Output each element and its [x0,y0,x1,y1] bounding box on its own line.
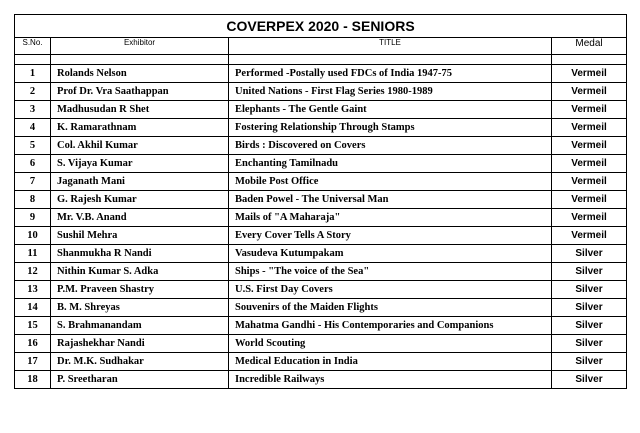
title-cell: Medical Education in India [229,353,552,371]
exhibitor-cell: P. Sreetharan [51,371,229,389]
exhibitor-cell: Jaganath Mani [51,173,229,191]
sno-cell: 2 [15,83,51,101]
sno-cell: 15 [15,317,51,335]
title-cell: Performed -Postally used FDCs of India 1947-75 [229,65,552,83]
exhibitor-cell: Rajashekhar Nandi [51,335,229,353]
table-row [15,101,627,119]
title-cell: Ships - "The voice of the Sea" [229,263,552,281]
exhibitor-cell: Dr. M.K. Sudhakar [51,353,229,371]
medal-cell: Silver [552,317,627,335]
sno-cell: 18 [15,371,51,389]
exhibitor-cell: P.M. Praveen Shastry [51,281,229,299]
title-cell: Incredible Railways [229,371,552,389]
sno-cell: 11 [15,245,51,263]
medal-header: Medal [552,38,627,55]
title-cell: World Scouting [229,335,552,353]
table-row [15,119,627,137]
title-cell: Elephants - The Gentle Gaint [229,101,552,119]
exhibitor-cell: S. Vijaya Kumar [51,155,229,173]
table-body [15,55,627,389]
medal-cell: Vermeil [552,173,627,191]
title-cell: Enchanting Tamilnadu [229,155,552,173]
spacer-row [15,55,627,65]
table-row [15,173,627,191]
sno-cell: 3 [15,101,51,119]
exhibitor-cell: S. Brahmanandam [51,317,229,335]
sno-cell: 9 [15,209,51,227]
table-row [15,299,627,317]
exhibitor-cell: B. M. Shreyas [51,299,229,317]
spacer-cell [552,55,627,65]
medal-cell: Silver [552,299,627,317]
header-row [15,38,627,55]
title-cell: Birds : Discovered on Covers [229,137,552,155]
sno-cell: 7 [15,173,51,191]
title-cell: Every Cover Tells A Story [229,227,552,245]
exhibitor-header: Exhibitor [51,38,229,55]
medal-cell: Silver [552,281,627,299]
medal-cell: Vermeil [552,137,627,155]
title-cell: Mahatma Gandhi - His Contemporaries and Companions [229,317,552,335]
sno-cell: 14 [15,299,51,317]
sno-cell: 12 [15,263,51,281]
table-row [15,245,627,263]
table-row [15,227,627,245]
title-cell: Mails of "A Maharaja" [229,209,552,227]
table-row [15,65,627,83]
medal-cell: Vermeil [552,191,627,209]
sno-cell: 1 [15,65,51,83]
table-row [15,317,627,335]
medal-cell: Silver [552,245,627,263]
exhibitor-cell: Nithin Kumar S. Adka [51,263,229,281]
table-row [15,83,627,101]
table-row [15,353,627,371]
table-row [15,155,627,173]
medal-cell: Vermeil [552,155,627,173]
title-cell: Baden Powel - The Universal Man [229,191,552,209]
medal-cell: Silver [552,353,627,371]
medal-cell: Silver [552,371,627,389]
spacer-cell [229,55,552,65]
sno-cell: 4 [15,119,51,137]
spacer-cell [51,55,229,65]
sno-cell: 10 [15,227,51,245]
title-cell: Fostering Relationship Through Stamps [229,119,552,137]
exhibitor-cell: G. Rajesh Kumar [51,191,229,209]
exhibitor-cell: K. Ramarathnam [51,119,229,137]
sno-cell: 17 [15,353,51,371]
table-row [15,209,627,227]
title-cell: United Nations - First Flag Series 1980-1989 [229,83,552,101]
exhibitor-cell: Mr. V.B. Anand [51,209,229,227]
table-title: COVERPEX 2020 - SENIORS [15,15,627,38]
sno-cell: 6 [15,155,51,173]
table-row [15,335,627,353]
medal-cell: Vermeil [552,101,627,119]
sno-header: S.No. [15,38,51,55]
exhibitor-cell: Sushil Mehra [51,227,229,245]
spacer-cell [15,55,51,65]
title-cell: Mobile Post Office [229,173,552,191]
exhibitor-cell: Shanmukha R Nandi [51,245,229,263]
sno-cell: 5 [15,137,51,155]
table-row [15,371,627,389]
title-header: TITLE [229,38,552,55]
medal-cell: Vermeil [552,227,627,245]
title-cell: Souvenirs of the Maiden Flights [229,299,552,317]
table-row [15,137,627,155]
medal-cell: Silver [552,335,627,353]
title-row [15,15,627,38]
sno-cell: 8 [15,191,51,209]
exhibitor-cell: Prof Dr. Vra Saathappan [51,83,229,101]
table-row [15,281,627,299]
title-cell: Vasudeva Kutumpakam [229,245,552,263]
exhibitor-cell: Col. Akhil Kumar [51,137,229,155]
medal-cell: Vermeil [552,209,627,227]
table-row [15,191,627,209]
medal-cell: Vermeil [552,119,627,137]
results-table [14,14,627,389]
medal-cell: Vermeil [552,83,627,101]
sno-cell: 13 [15,281,51,299]
medal-cell: Vermeil [552,65,627,83]
table-row [15,263,627,281]
exhibitor-cell: Rolands Nelson [51,65,229,83]
title-cell: U.S. First Day Covers [229,281,552,299]
exhibitor-cell: Madhusudan R Shet [51,101,229,119]
medal-cell: Silver [552,263,627,281]
sno-cell: 16 [15,335,51,353]
